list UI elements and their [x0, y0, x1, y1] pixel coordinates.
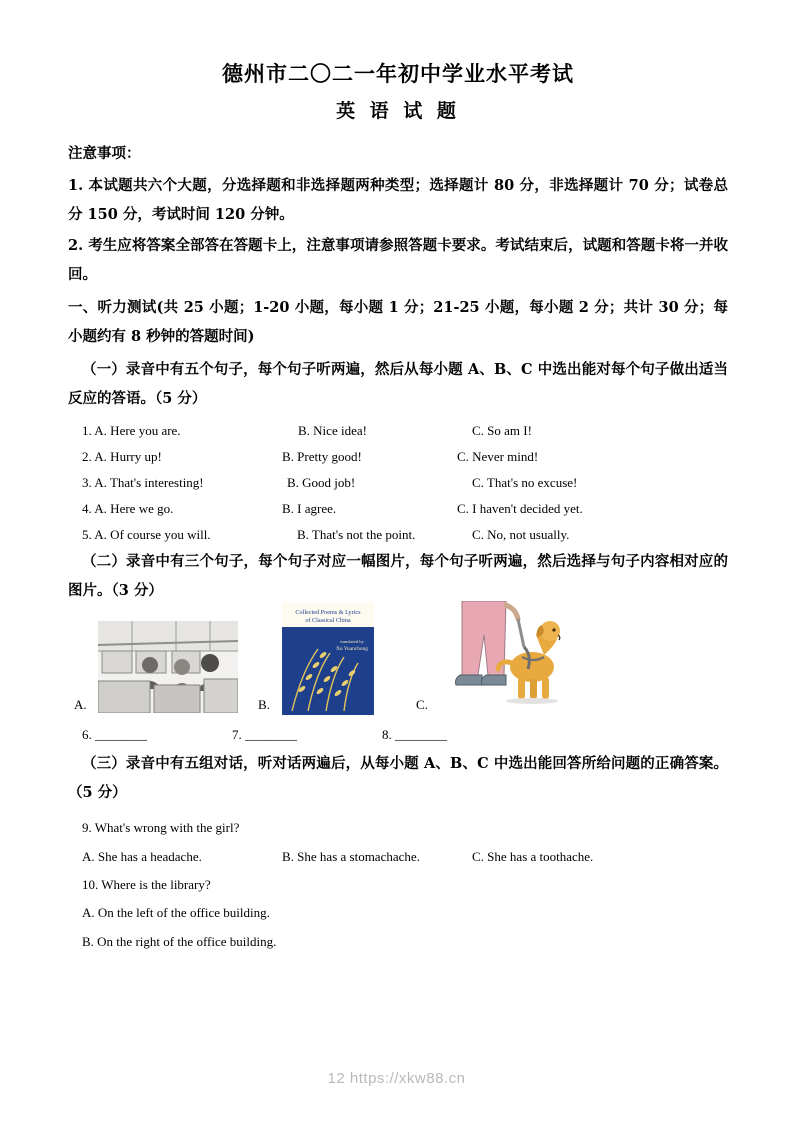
q10-option-a[interactable]: A. On the left of the office building. [82, 905, 270, 921]
page-content [68, 58, 728, 951]
watermark: 12 https://xkw88.cn [327, 1070, 466, 1087]
svg-text:Xu Yuanchong: Xu Yuanchong [336, 646, 368, 653]
question-row-2 [82, 448, 728, 465]
picture-answer-blanks [82, 727, 728, 745]
q3-option-b[interactable]: B. Good job! [287, 475, 356, 491]
page-title: 德州市二〇二一年初中学业水平考试 [222, 61, 574, 86]
svg-text:Collected Poems & Lyrics: Collected Poems & Lyrics [295, 609, 361, 617]
poetry-book-picture [282, 603, 374, 715]
question-row-1 [82, 422, 728, 439]
q1-option-b[interactable]: B. Nice idea! [298, 423, 367, 439]
q2-option-c[interactable]: C. Never mind! [457, 449, 539, 465]
q9-option-b[interactable]: B. She has a stomachache. [282, 848, 420, 864]
q10-option-b[interactable]: B. On the right of the office building. [82, 933, 277, 949]
page-subtitle: 英 语 试 题 [336, 99, 460, 122]
q5-option-c[interactable]: C. No, not usually. [472, 527, 570, 543]
q1-option-a[interactable]: 1. A. Here you are. [82, 423, 181, 439]
q9-option-a[interactable]: A. She has a headache. [82, 848, 202, 864]
q3-option-a[interactable]: 3. A. That's interesting! [82, 475, 204, 491]
notice-item-2: 2. 考生应将答案全部答在答题卡上，注意事项请参照答题卡要求。考试结束后，试题和答题卡将一并收回。 [68, 237, 728, 284]
blank-6[interactable]: 6. ________ [82, 727, 147, 743]
picture-option-b[interactable] [258, 609, 408, 715]
picture-a-label: A. [74, 697, 87, 713]
blank-8[interactable]: 8. ________ [382, 727, 447, 743]
part-two-heading: （二）录音中有三个句子，每个句子对应一幅图片，每个句子听两遍，然后选择与句子内容相对应的图片。（3 分） [68, 553, 728, 600]
q2-option-a[interactable]: 2. A. Hurry up! [82, 449, 162, 465]
part-one-heading: （一）录音中有五个句子，每个句子听两遍，然后从每小题 A、B、C 中选出能对每个句子做出适当反应的答语。（5 分） [68, 361, 728, 408]
svg-text:of Classical China: of Classical China [305, 617, 351, 625]
question-row-4 [82, 500, 728, 517]
picture-option-a[interactable] [74, 619, 244, 715]
picture-b-label: B. [258, 697, 270, 713]
svg-text:translated by: translated by [340, 639, 364, 645]
q4-option-a[interactable]: 4. A. Here we go. [82, 501, 174, 517]
picture-c-label: C. [416, 697, 428, 713]
q2-option-b[interactable]: B. Pretty good! [282, 449, 362, 465]
bus-seats-picture [98, 621, 238, 713]
q5-option-a[interactable]: 5. A. Of course you will. [82, 527, 211, 543]
question-9-stem: 9. What's wrong with the girl? [82, 820, 240, 836]
question-row-3 [82, 474, 728, 491]
notice-item-1: 1. 本试题共六个大题，分选择题和非选择题两种类型；选择题计 80 分，非选择题计 70 分；试卷总分 150 分，考试时间 120 分钟。 [68, 177, 728, 224]
notice-heading: 注意事项： [68, 144, 141, 162]
q9-option-c[interactable]: C. She has a toothache. [472, 848, 594, 864]
q1-option-c[interactable]: C. So am I! [472, 423, 532, 439]
question-9-options [82, 847, 728, 864]
part-three-heading: （三）录音中有五组对话，听对话两遍后，从每小题 A、B、C 中选出能回答所给问题的正确答案。（5 分） [68, 755, 728, 802]
question-10-stem: 10. Where is the library? [82, 876, 211, 892]
q4-option-c[interactable]: C. I haven't decided yet. [457, 501, 583, 517]
picture-options-row [68, 609, 728, 715]
guide-dog-picture [444, 601, 562, 715]
blank-7[interactable]: 7. ________ [232, 727, 297, 743]
section-one-heading: 一、听力测试(共 25 小题；1-20 小题，每小题 1 分；21-25 小题，每小题 2 分；共计 30 分；每小题约有 8 秒钟的答题时间) [68, 299, 728, 346]
q4-option-b[interactable]: B. I agree. [282, 501, 337, 517]
q3-option-c[interactable]: C. That's no excuse! [472, 475, 578, 491]
picture-option-c[interactable] [416, 619, 596, 715]
q5-option-b[interactable]: B. That's not the point. [297, 527, 416, 543]
question-row-5 [82, 526, 728, 543]
